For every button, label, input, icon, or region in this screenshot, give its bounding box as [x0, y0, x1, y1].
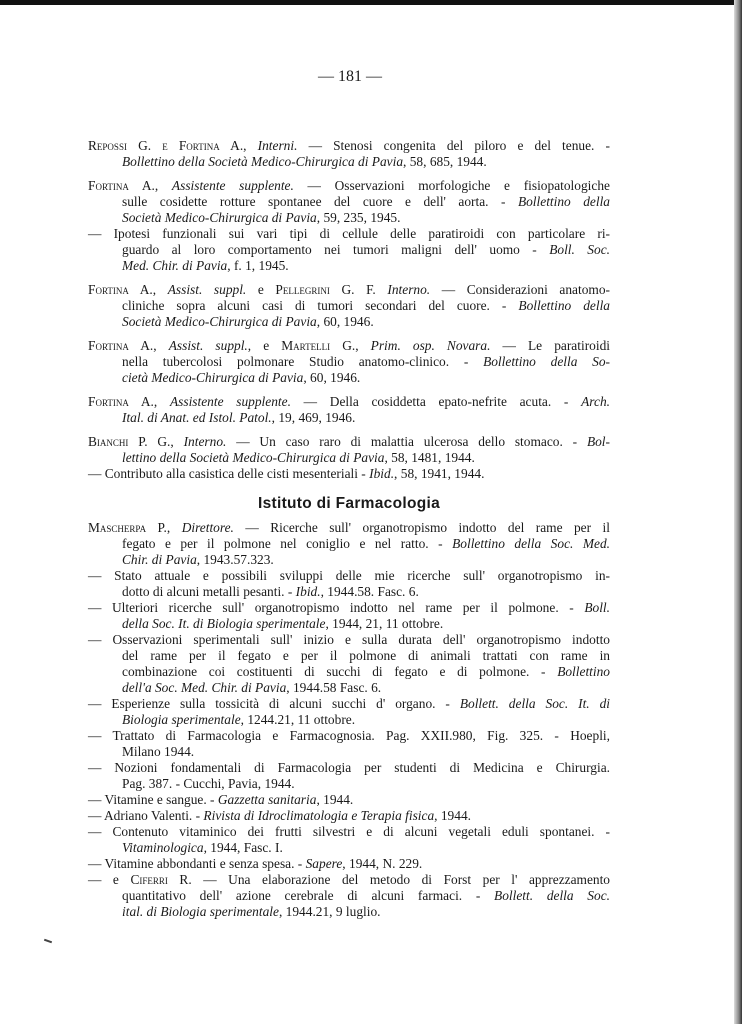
bibliography-list-pharmacology	[88, 520, 610, 920]
bibliography-entry	[88, 728, 610, 760]
entry-line	[88, 338, 610, 354]
text: — Ricerche sull' organotropismo indotto del rame per il	[233, 520, 610, 535]
author-name: Pellegrini G. F.	[275, 282, 388, 297]
text: , 60, 1946.	[303, 370, 361, 385]
author-name: Fortina A.,	[88, 394, 170, 409]
italic-text: Ibid.	[369, 466, 395, 481]
italic-text: Assistente supplente.	[169, 394, 291, 409]
text: e	[246, 282, 276, 297]
entry-line	[88, 536, 610, 552]
entry-line	[88, 552, 610, 568]
italic-text: Bollettino della So-	[483, 354, 610, 369]
entry-line	[88, 776, 610, 792]
italic-text: Assistente supplente.	[171, 178, 294, 193]
entry-line	[88, 680, 610, 696]
text: — Della cosiddetta epato-nefrite acuta. -	[290, 394, 582, 409]
bibliography-entry	[88, 792, 610, 808]
entry-line	[88, 632, 610, 648]
scan-mark	[44, 939, 52, 944]
text: , 1944.	[316, 792, 354, 807]
bibliography-entry	[88, 824, 610, 856]
entry-line	[88, 434, 610, 450]
bibliography	[88, 130, 610, 920]
entry-line	[88, 696, 610, 712]
italic-text: Ital. di Anat. ed Istol. Patol.	[122, 410, 272, 425]
italic-text: Bollettino della	[518, 298, 611, 313]
italic-text: Ibid.	[295, 584, 321, 599]
entry-line	[88, 648, 610, 664]
entry-line	[88, 616, 610, 632]
entry-line	[88, 138, 610, 154]
entry-line	[88, 242, 610, 258]
text: — Trattato di Farmacologia e Farmacognosia. Pag. XXII.980, Fig. 325. - Hoepli,	[88, 728, 610, 743]
italic-text: Gazzetta sanitaria	[217, 792, 317, 807]
entry-line	[88, 314, 610, 330]
entry-line	[88, 744, 610, 760]
bibliography-entry	[88, 632, 610, 696]
text: Milano 1944.	[122, 744, 195, 759]
italic-text: Boll.	[584, 600, 610, 615]
entry-line	[88, 568, 610, 584]
entry-line	[88, 760, 610, 776]
text: — Osservazioni morfologiche e fisiopatologiche	[293, 178, 610, 193]
text: — Adriano Valenti. -	[88, 808, 204, 823]
entry-line	[88, 298, 610, 314]
italic-text: della Soc. It. di Biologia sperimentale	[122, 616, 326, 631]
italic-text: Bollett. della Soc. It. di	[459, 696, 611, 711]
section-heading: Istituto di Farmacologia	[257, 495, 441, 512]
italic-text: lettino della Società Medico-Chirurgica di Pavia	[122, 450, 385, 465]
bibliography-entry	[88, 760, 610, 792]
author-name: Fortina A.,	[88, 282, 168, 297]
italic-text: Interno.	[387, 282, 431, 297]
author-name: Fortina A.,	[88, 338, 169, 353]
entry-line	[88, 410, 610, 426]
text: — Ipotesi funzionali sui vari tipi di cellule delle paratiroidi con particolare ri-	[88, 226, 610, 241]
italic-text: Rivista di Idroclimatologia e Terapia fisica	[203, 808, 435, 823]
text: — Un caso raro di malattia ulcerosa dello stomaco. -	[226, 434, 587, 449]
text: quantitativo dell' azione cerebrale di alcuni farmaci. -	[122, 888, 495, 903]
italic-text: cietà Medico-Chirurgica di Pavia	[122, 370, 304, 385]
text: , 58, 685, 1944.	[403, 154, 487, 169]
italic-text: Chir. di Pavia	[122, 552, 197, 567]
bibliography-entry	[88, 434, 610, 466]
entry-line	[88, 856, 610, 872]
italic-text: Assist. suppl.	[168, 338, 248, 353]
text: , 19, 469, 1946.	[271, 410, 356, 425]
bibliography-entry	[88, 282, 610, 330]
italic-text: Società Medico-Chirurgica di Pavia	[122, 210, 317, 225]
text: cliniche sopra alcuni casi di tumori secondari del cuore. -	[122, 298, 519, 313]
entry-line	[88, 282, 610, 298]
bibliography-entry	[88, 394, 610, 426]
italic-text: Boll. Soc.	[549, 242, 610, 257]
italic-text: Interni.	[257, 138, 298, 153]
bibliography-entry	[88, 178, 610, 226]
text: — Vitamine abbondanti e senza spesa. -	[88, 856, 306, 871]
bibliography-list-clinic	[88, 138, 610, 482]
bibliography-entry	[88, 872, 610, 920]
bibliography-entry	[88, 466, 610, 482]
entry-line	[88, 664, 610, 680]
author-name: Martelli G.,	[281, 338, 371, 353]
bibliography-entry	[88, 520, 610, 568]
text: , 60, 1946.	[316, 314, 374, 329]
text: Pag. 387. - Cucchi, Pavia, 1944.	[122, 776, 295, 791]
text: combinazione coi costituenti di succhi di fegato e di polmone. -	[122, 664, 558, 679]
italic-text: Arch.	[581, 394, 611, 409]
entry-line	[88, 584, 610, 600]
text: , 1944.58 Fasc. 6.	[286, 680, 382, 695]
italic-text: Bol-	[586, 434, 610, 449]
text: — Stenosi congenita del piloro e del tenue. -	[297, 138, 610, 153]
italic-text: Interno.	[183, 434, 227, 449]
text: — Le paratiroidi	[490, 338, 610, 353]
text: — Vitamine e sangue. -	[88, 792, 218, 807]
text: — Contenuto vitaminico dei frutti silvestri e di alcuni vegetali eduli spontanei. -	[88, 824, 610, 839]
entry-line	[88, 210, 610, 226]
text: , e	[247, 338, 282, 353]
entry-line	[88, 354, 610, 370]
entry-line	[88, 394, 610, 410]
text: — Considerazioni anatomo-	[430, 282, 610, 297]
italic-text: Bollettino della Soc. Med.	[452, 536, 610, 551]
italic-text: Direttore.	[181, 520, 234, 535]
author-name: Fortina A.,	[88, 178, 172, 193]
text: , 59, 235, 1945.	[316, 210, 401, 225]
entry-line	[88, 712, 610, 728]
entry-line	[88, 178, 610, 194]
author-name: Mascherpa P.,	[88, 520, 182, 535]
italic-text: Vitaminologica	[122, 840, 204, 855]
italic-text: ital. di Biologia sperimentale	[122, 904, 279, 919]
text: fegato e per il polmone nel coniglio e nel ratto. -	[122, 536, 453, 551]
entry-line	[88, 520, 610, 536]
entry-line	[88, 194, 610, 210]
italic-text: Sapere	[305, 856, 343, 871]
entry-line	[88, 728, 610, 744]
italic-text: Bollett. della Soc.	[494, 888, 610, 903]
entry-line	[88, 872, 610, 888]
entry-line	[88, 226, 610, 242]
text: , 1944.21, 9 luglio.	[278, 904, 381, 919]
entry-line	[88, 450, 610, 466]
italic-text: Bollettino della Società Medico-Chirurgica di Pavia	[122, 154, 404, 169]
bibliography-entry	[88, 808, 610, 824]
italic-text: Biologia sperimentale	[122, 712, 241, 727]
author-name: Repossi G. e Fortina A.,	[88, 138, 258, 153]
text: , 58, 1481, 1944.	[384, 450, 475, 465]
bibliography-entry	[88, 856, 610, 872]
entry-line	[88, 466, 610, 482]
entry-line	[88, 808, 610, 824]
entry-line	[88, 904, 610, 920]
italic-text: Prim. osp. Novara.	[370, 338, 491, 353]
entry-line	[88, 370, 610, 386]
scan-top-border	[0, 0, 742, 5]
page-number: — 181 —	[318, 68, 382, 85]
text: guardo al loro comportamento nei tumori maligni dell' uomo -	[122, 242, 550, 257]
text: dotto di alcuni metalli pesanti. -	[122, 584, 296, 599]
text: — Nozioni fondamentali di Farmacologia per studenti di Medicina e Chirurgia.	[88, 760, 610, 775]
italic-text: dell'a Soc. Med. Chir. di Pavia	[122, 680, 287, 695]
text: , 1944.	[434, 808, 471, 823]
italic-text: Assist. suppl.	[167, 282, 247, 297]
text: — Ulteriori ricerche sull' organotropismo indotto nel rame per il polmone. -	[88, 600, 585, 615]
bibliography-entry	[88, 226, 610, 274]
entry-line	[88, 600, 610, 616]
entry-line	[88, 792, 610, 808]
text: — Stato attuale e possibili sviluppi delle mie ricerche sull' organotropismo in-	[88, 568, 610, 583]
entry-line	[88, 888, 610, 904]
bibliography-entry	[88, 696, 610, 728]
author-name: Bianchi P. G.,	[88, 434, 184, 449]
text: — Osservazioni sperimentali sull' inizio e sulla durata dell' organotropismo indotto	[88, 632, 610, 647]
italic-text: Bollettino	[557, 664, 610, 679]
text: , 1244.21, 11 ottobre.	[240, 712, 356, 727]
entry-line	[88, 154, 610, 170]
text: , 1944, Fasc. I.	[203, 840, 283, 855]
bibliography-entry	[88, 338, 610, 386]
text: , f. 1, 1945.	[227, 258, 289, 273]
text: sulle cosidette rotture spontanee del cuore e dell' aorta. -	[122, 194, 518, 209]
text: , 1944.58. Fasc. 6.	[320, 584, 419, 599]
text: , 58, 1941, 1944.	[394, 466, 485, 481]
text: — Esperienze sulla tossicità di alcuni succhi d' organo. -	[88, 696, 460, 711]
italic-text: Bollettino della	[517, 194, 610, 209]
bibliography-entry	[88, 600, 610, 632]
entry-line	[88, 258, 610, 274]
text: nella tubercolosi polmonare Studio anatomo-clinico. -	[122, 354, 484, 369]
text: — Una elaborazione del metodo di Forst per l' apprezzamento	[191, 872, 611, 887]
text: del rame per il fegato e per il polmone di animali trattati con rame in	[122, 648, 610, 663]
bibliography-entry	[88, 568, 610, 600]
text: , 1944, N. 229.	[342, 856, 423, 871]
text: — Contributo alla casistica delle cisti mesenteriali -	[88, 466, 370, 481]
entry-line	[88, 824, 610, 840]
bibliography-entry	[88, 138, 610, 170]
author-name: Ciferri R.	[130, 872, 192, 887]
italic-text: Società Medico-Chirurgica di Pavia	[122, 314, 317, 329]
text: , 1944, 21, 11 ottobre.	[325, 616, 444, 631]
scan-page-edge	[734, 0, 742, 1024]
entry-line	[88, 840, 610, 856]
italic-text: Med. Chir. di Pavia	[122, 258, 228, 273]
text: — e	[88, 872, 131, 887]
text: , 1943.57.323.	[196, 552, 274, 567]
